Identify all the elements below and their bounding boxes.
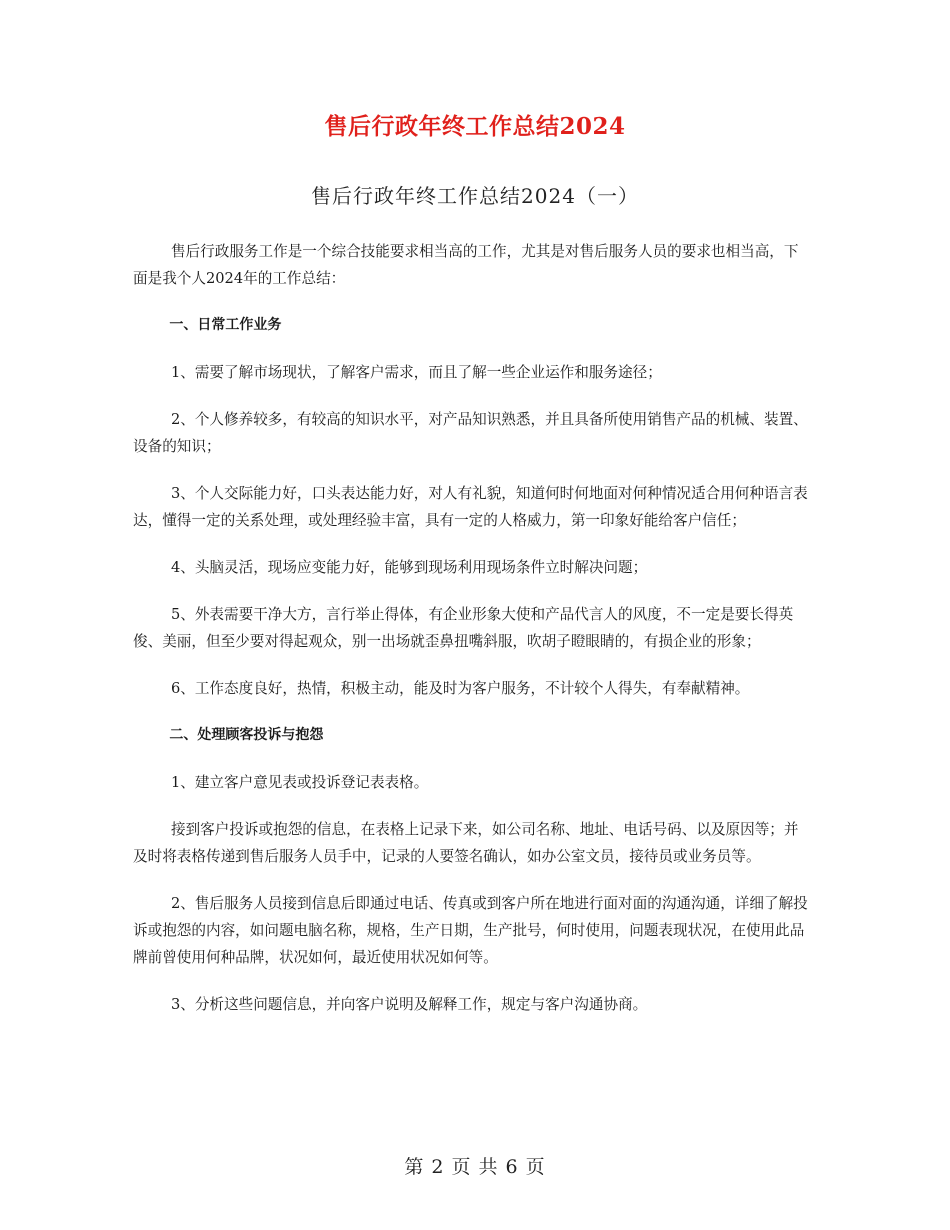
list-item: 接到客户投诉或抱怨的信息，在表格上记录下来，如公司名称、地址、电话号码、以及原因等；并及时将表格传递到售后服务人员手中，记录的人要签名确认，如办公室文员，接待员或业务员等。 xyxy=(133,821,799,865)
list-item: 2、售后服务人员接到信息后即通过电话、传真或到客户所在地进行面对面的沟通沟通，详细了解投诉或抱怨的内容，如问题电脑名称，规格，生产日期，生产批号，何时使用，问题表现状况，在使用此品牌前曾使用何种品牌，状况如何，最近使用状况如何等。 xyxy=(133,895,808,966)
section-heading-complaints: 二、处理顾客投诉与抱怨 xyxy=(169,727,324,743)
page-number-footer: 第 2 页 共 6 页 xyxy=(404,1156,546,1178)
intro-paragraph: 售后行政服务工作是一个综合技能要求相当高的工作，尤其是对售后服务人员的要求也相当高，下面是我个人2024年的工作总结： xyxy=(133,243,799,287)
document-subtitle: 售后行政年终工作总结2024（一） xyxy=(311,184,639,208)
section-heading-daily-work: 一、日常工作业务 xyxy=(169,317,282,333)
list-item: 5、外表需要干净大方，言行举止得体，有企业形象大使和产品代言人的风度，不一定是要长得英俊、美丽，但至少要对得起观众，别一出场就歪鼻扭嘴斜服，吹胡子瞪眼睛的，有损企业的形象； xyxy=(133,606,794,650)
list-item: 3、分析这些问题信息，并向客户说明及解释工作，规定与客户沟通协商。 xyxy=(170,996,648,1013)
list-item: 2、个人修养较多，有较高的知识水平，对产品知识熟悉，并且具备所使用销售产品的机械、装置、设备的知识； xyxy=(133,411,808,455)
list-item: 1、建立客户意见表或投诉登记表表格。 xyxy=(170,774,429,791)
list-item: 3、个人交际能力好，口头表达能力好，对人有礼貌，知道何时何地面对何种情况适合用何种语言表达，懂得一定的关系处理，或处理经验丰富，具有一定的人格威力，第一印象好能给客户信任； xyxy=(133,485,808,529)
list-item: 1、需要了解市场现状，了解客户需求，而且了解一些企业运作和服务途径； xyxy=(170,364,662,381)
document-title: 售后行政年终工作总结2024 xyxy=(324,113,626,140)
list-item: 6、工作态度良好，热情，积极主动，能及时为客户服务，不计较个人得失，有奉献精神。 xyxy=(170,680,750,697)
list-item: 4、头脑灵活，现场应变能力好，能够到现场利用现场条件立时解决问题； xyxy=(170,559,648,576)
document-body xyxy=(133,238,813,1038)
